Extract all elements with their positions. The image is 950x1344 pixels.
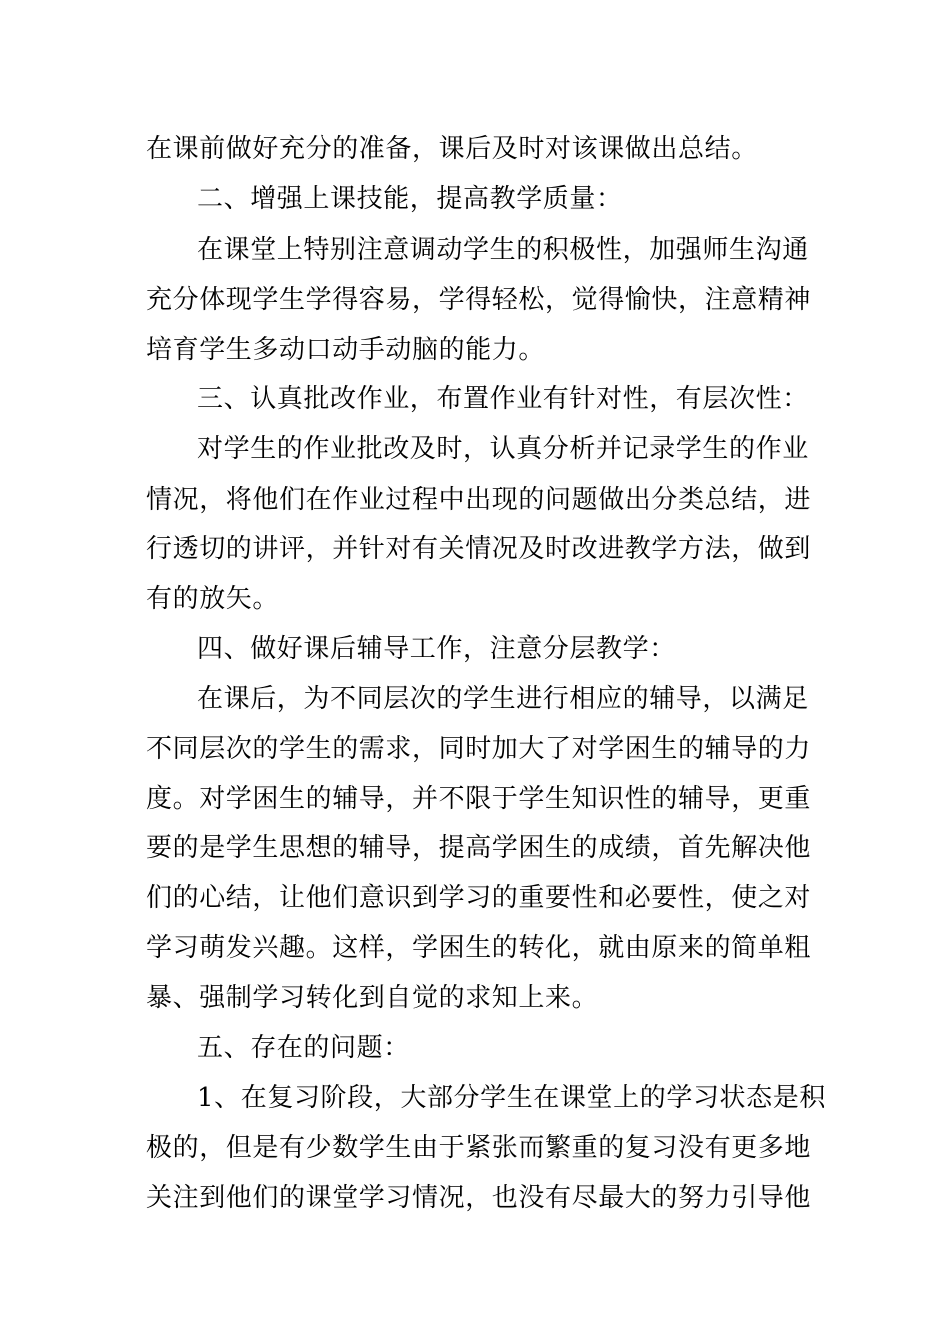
text-line: 对学生的作业批改及时，认真分析并记录学生的作业: [197, 434, 809, 464]
text-line: 在课前做好充分的准备，课后及时对该课做出总结。: [146, 134, 758, 164]
text-line: 学习萌发兴趣。这样，学困生的转化，就由原来的简单粗: [146, 933, 812, 963]
text-line: 不同层次的学生的需求，同时加大了对学困生的辅导的力: [146, 734, 812, 764]
text-line: 们的心结，让他们意识到学习的重要性和必要性，使之对: [146, 883, 812, 913]
text-line: 要的是学生思想的辅导，提高学困生的成绩，首先解决他: [146, 833, 812, 863]
text-line: 培育学生多动口动手动脑的能力。: [146, 335, 546, 365]
text-line: 在课后，为不同层次的学生进行相应的辅导，以满足: [197, 684, 809, 714]
text-line: 极的，但是有少数学生由于紧张而繁重的复习没有更多地: [146, 1133, 812, 1163]
text-line: 1、在复习阶段，大部分学生在课堂上的学习状态是积: [197, 1083, 826, 1113]
text-line: 在课堂上特别注意调动学生的积极性，加强师生沟通: [197, 235, 809, 265]
text-line: 行透切的讲评，并针对有关情况及时改进教学方法，做到: [146, 534, 812, 564]
section-heading-2: 二、增强上课技能，提高教学质量：: [197, 184, 623, 214]
text-line: 有的放矢。: [146, 584, 280, 614]
text-line: 充分体现学生学得容易，学得轻松，觉得愉快，注意精神: [146, 285, 812, 315]
text-line: 度。对学困生的辅导，并不限于学生知识性的辅导，更重: [146, 784, 812, 814]
text-line: 关注到他们的课堂学习情况，也没有尽最大的努力引导他: [146, 1183, 812, 1213]
section-heading-3: 三、认真批改作业，布置作业有针对性，有层次性：: [197, 384, 809, 414]
text-line: 情况，将他们在作业过程中出现的问题做出分类总结，进: [146, 485, 812, 515]
text-line: 暴、强制学习转化到自觉的求知上来。: [146, 983, 599, 1013]
section-heading-5: 五、存在的问题：: [197, 1033, 410, 1063]
section-heading-4: 四、做好课后辅导工作，注意分层教学：: [197, 634, 676, 664]
